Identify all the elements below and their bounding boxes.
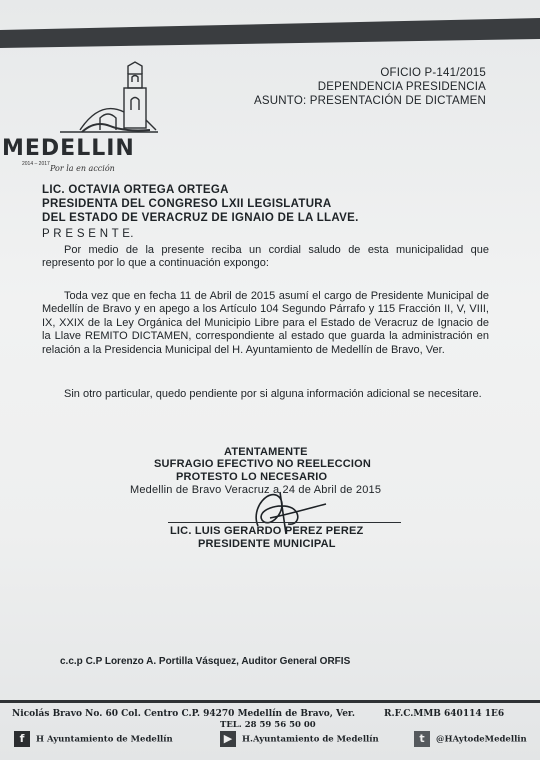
presente-line: P R E S E N T E. xyxy=(42,228,134,240)
atentamente-line: ATENTAMENTE xyxy=(224,446,308,458)
footer-youtube xyxy=(220,731,379,747)
recipient-name: LIC. OCTAVIA ORTEGA ORTEGA xyxy=(42,184,229,196)
logo-tagline: Por la en acción xyxy=(50,164,115,173)
logo-years: 2014 – 2017 xyxy=(22,161,50,167)
footer-facebook xyxy=(14,731,173,747)
logo-wordmark: MEDELLIN xyxy=(2,136,135,161)
protesto-line: PROTESTO LO NECESARIO xyxy=(176,471,328,483)
recipient-state: DEL ESTADO DE VERACRUZ DE IGNAIO DE LA LLAVE. xyxy=(42,212,359,224)
place-date-line: Medellin de Bravo Veracruz a 24 de Abril de 2015 xyxy=(130,484,382,496)
oficio-number: OFICIO P-141/2015 xyxy=(380,67,486,79)
dependencia-line: DEPENDENCIA PRESIDENCIA xyxy=(317,81,486,93)
footer-phone: TEL. 28 59 56 50 00 xyxy=(220,720,316,730)
signer-title: PRESIDENTE MUNICIPAL xyxy=(198,538,336,550)
facebook-icon: f xyxy=(14,731,30,747)
youtube-icon: ▶ xyxy=(220,731,236,747)
medellin-logo xyxy=(0,60,165,180)
footer-rfc: R.F.C.MMB 640114 1E6 xyxy=(384,709,505,719)
asunto-line: ASUNTO: PRESENTACIÓN DE DICTAMEN xyxy=(254,95,486,107)
twitter-label: @HAytodeMedellin xyxy=(436,734,527,745)
recipient-title: PRESIDENTA DEL CONGRESO LXII LEGISLATURA xyxy=(42,198,332,210)
signature-line xyxy=(168,522,401,523)
footer-twitter xyxy=(414,731,527,747)
body-paragraph-3: Sin otro particular, quedo pendiente por si alguna información adicional se necesitare. xyxy=(64,388,482,400)
body-paragraph-2: Toda vez que en fecha 11 de Abril de 2015 asumí el cargo de Presidente Municipal de Medellín de Bravo y en apego a los Artículo 104 Segundo Párrafo y 115 Fracción II, V, VIII, IX, XXIX de la Ley Orgánica del Municipio Libre para el Estado de Veracruz de Ignacio de la Llave REMITO DICTAMEN, correspondiente al estado que guarda la administración en relación a la Presidencia Municipal del H. Ayuntamiento de Medellín de Bravo, Ver. xyxy=(42,290,489,356)
twitter-icon: t xyxy=(414,731,430,747)
sufragio-line: SUFRAGIO EFECTIVO NO REELECCION xyxy=(154,458,372,470)
footer-address: Nicolás Bravo No. 60 Col. Centro C.P. 94270 Medellín de Bravo, Ver. xyxy=(12,709,355,719)
youtube-label: H.Ayuntamiento de Medellín xyxy=(242,734,379,745)
footer-divider xyxy=(0,700,540,703)
top-dark-band xyxy=(0,18,540,48)
facebook-label: H Ayuntamiento de Medellín xyxy=(36,734,173,745)
signer-name: LIC. LUIS GERARDO PEREZ PEREZ xyxy=(170,525,364,537)
body-paragraph-1: Por medio de la presente reciba un cordial saludo de esta municipalidad que represento por lo que a continuación expongo: xyxy=(42,244,489,270)
ccp-line: c.c.p C.P Lorenzo A. Portilla Vásquez, Auditor General ORFIS xyxy=(60,656,351,667)
